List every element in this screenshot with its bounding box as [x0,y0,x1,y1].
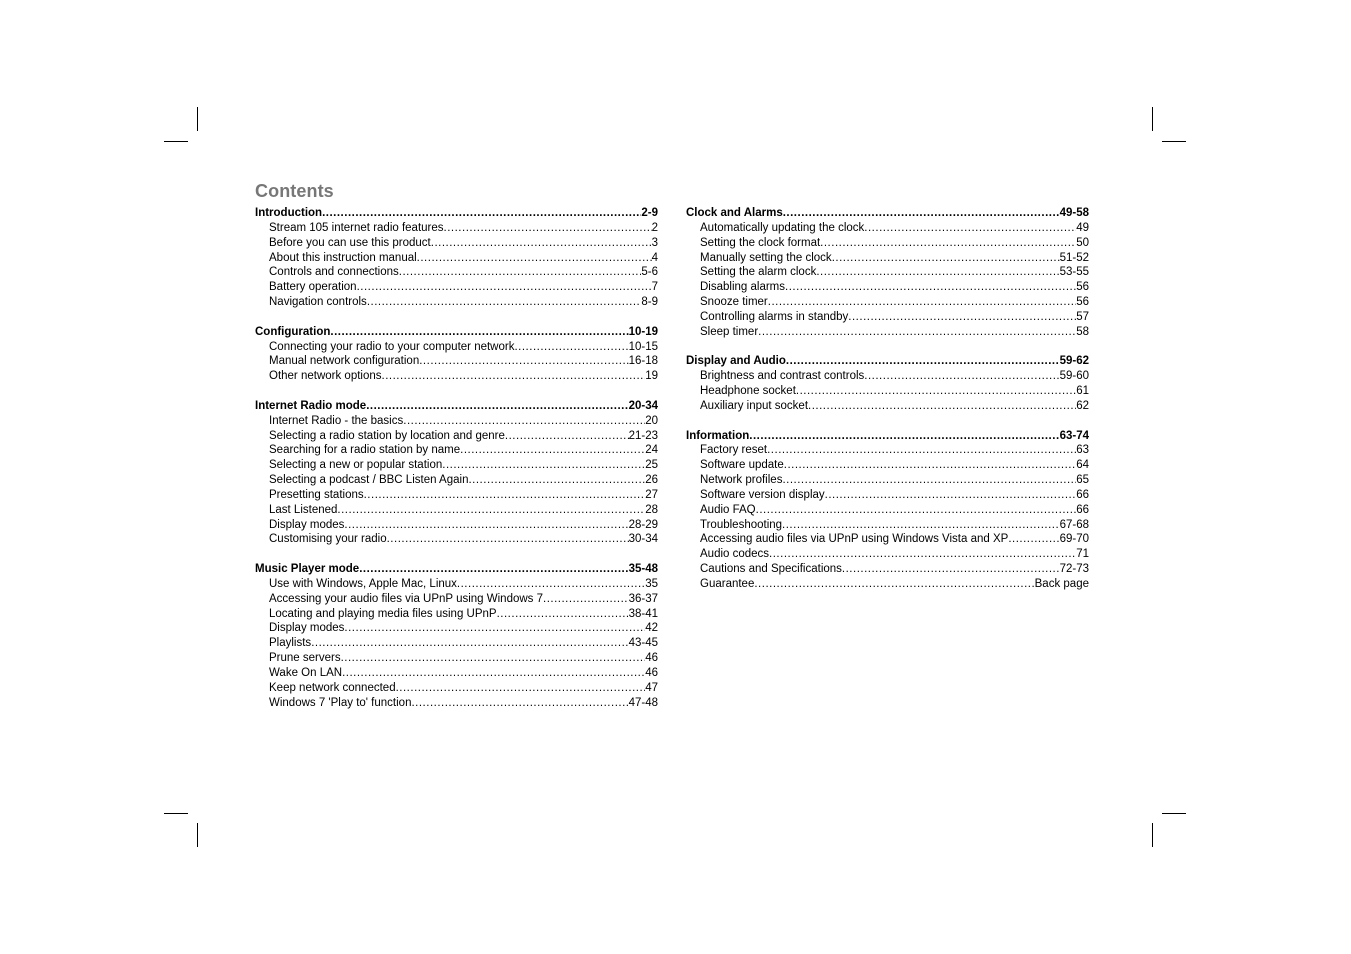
crop-mark-top-right-h [1162,141,1186,142]
toc-entry-guarantee[interactable] [686,577,1089,592]
toc-entry-label: About this instruction manual [269,251,417,264]
dot-leader [417,251,652,266]
toc-entry-pages: 20 [645,414,658,427]
toc-entry-setting-the-alarm-clock[interactable] [686,265,1089,280]
dot-leader [848,310,1076,325]
dot-leader [411,696,628,711]
dot-leader [754,577,1034,592]
toc-entry-pages: 62 [1076,399,1089,412]
toc-entry-pages: 36-37 [628,592,658,605]
toc-entry-label: Customising your radio [269,533,387,546]
toc-entry-pages: 56 [1076,296,1089,309]
toc-entry-pages: 71 [1076,548,1089,561]
toc-entry-pages: 59-60 [1059,370,1089,383]
toc-entry-pages: 35 [645,577,658,590]
dot-leader [749,429,1059,444]
toc-entry-label: Connecting your radio to your computer network [269,340,515,353]
dot-leader [864,369,1059,384]
dot-leader [782,473,1076,488]
toc-entry-software-version-display[interactable] [686,488,1089,503]
toc-entry-automatically-updating-the-clock[interactable] [686,221,1089,236]
toc-entry-pages: 26 [645,474,658,487]
toc-entry-label: Automatically updating the clock [700,221,865,234]
toc-entry-factory-reset[interactable] [686,443,1089,458]
toc-section-display-and-audio [686,354,1089,413]
toc-entry-cautions-and-specifications[interactable] [686,562,1089,577]
toc-heading-configuration[interactable] [255,325,658,340]
toc-entry-wake-on-lan[interactable] [255,666,658,681]
toc-heading-introduction[interactable] [255,206,658,221]
toc-entry-pages: 16-18 [628,355,658,368]
toc-entry-label: Guarantee [700,578,755,590]
dot-leader [399,265,642,280]
toc-entry-other-network-options[interactable] [255,369,658,384]
toc-entry-connecting-your-radio-to-your-computer-network[interactable] [255,340,658,355]
toc-entry-label: Searching for a radio station by name [269,444,461,457]
toc-heading-label: Internet Radio mode [255,399,367,412]
toc-entry-pages: 53-55 [1059,266,1089,279]
toc-entry-label: Cautions and Specifications [700,563,842,576]
toc-entry-label: Before you can use this product [269,236,431,249]
toc-left-column [255,206,658,725]
toc-entry-pages: 61 [1076,385,1089,398]
toc-entry-selecting-a-radio-station-by-location-and-genre[interactable] [255,429,658,444]
dot-leader [783,206,1060,221]
toc-entry-label: Selecting a new or popular station [269,459,443,472]
toc-entry-pages: 56 [1076,281,1089,294]
toc-entry-pages: 57 [1076,310,1089,323]
dot-leader [330,325,628,340]
crop-mark-bottom-right-v [1152,823,1153,847]
toc-section-introduction [255,206,658,310]
toc-entry-use-with-windows-apple-mac-linux[interactable] [255,577,658,592]
toc-heading-label: Configuration [255,325,331,338]
toc-entry-pages: 66 [1076,488,1089,501]
toc-entry-pages: 38-41 [628,607,658,620]
toc-entry-pages: 4 [651,251,658,264]
dot-leader [357,280,652,295]
toc-entry-manually-setting-the-clock[interactable] [686,251,1089,266]
toc-entry-pages: Back page [1034,578,1089,590]
toc-right-column [686,206,1089,607]
dot-leader [1008,532,1059,547]
toc-entry-display-modes[interactable] [255,518,658,533]
toc-entry-keep-network-connected[interactable] [255,681,658,696]
dot-leader [816,265,1059,280]
toc-entry-label: Software update [700,459,784,472]
toc-section-clock-and-alarms [686,206,1089,340]
dot-leader [784,458,1076,473]
dot-leader [543,592,629,607]
dot-leader [311,636,628,651]
toc-entry-label: Locating and playing media files using UPnP [269,607,497,620]
dot-leader [431,236,652,251]
toc-entry-pages: 49 [1076,221,1089,234]
toc-heading-pages: 10-19 [628,325,658,338]
crop-mark-top-right-v [1152,107,1153,131]
toc-entry-pages: 24 [645,444,658,457]
toc-entry-manual-network-configuration[interactable] [255,354,658,369]
toc-entry-label: Presetting stations [269,488,364,501]
toc-entry-label: Other network options [269,370,382,383]
dot-leader [344,621,645,636]
toc-entry-label: Audio codecs [700,548,770,561]
toc-entry-stream-105-internet-radio-features[interactable] [255,221,658,236]
toc-entry-headphone-socket[interactable] [686,384,1089,399]
toc-entry-label: Accessing audio files via UPnP using Windows Vista and XP [700,533,1009,546]
toc-entry-software-update[interactable] [686,458,1089,473]
toc-entry-label: Brightness and contrast controls [700,370,865,383]
toc-entry-selecting-a-podcast-bbc-listen-again[interactable] [255,473,658,488]
toc-entry-navigation-controls[interactable] [255,295,658,310]
toc-entry-sleep-timer[interactable] [686,325,1089,340]
toc-entry-label: Controlling alarms in standby [700,310,849,323]
toc-heading-internet-radio-mode[interactable] [255,399,658,414]
dot-leader [364,488,646,503]
toc-entry-label: Battery operation [269,281,357,294]
dot-leader [758,325,1076,340]
toc-entry-pages: 67-68 [1059,518,1089,531]
toc-entry-troubleshooting[interactable] [686,518,1089,533]
toc-entry-pages: 72-73 [1059,563,1089,576]
crop-mark-bottom-left-h [164,813,188,814]
toc-entry-label: Selecting a radio station by location and genre [269,429,505,442]
toc-entry-label: Controls and connections [269,266,399,279]
dot-leader [387,532,629,547]
toc-entry-label: Setting the clock format [700,236,821,249]
dot-leader [782,518,1060,533]
toc-entry-pages: 28 [645,503,658,516]
dot-leader [808,399,1076,414]
toc-entry-label: Wake On LAN [269,667,343,680]
toc-entry-audio-codecs[interactable] [686,547,1089,562]
toc-entry-controlling-alarms-in-standby[interactable] [686,310,1089,325]
toc-entry-display-modes[interactable] [255,621,658,636]
toc-entry-pages: 46 [645,652,658,665]
toc-entry-pages: 5-6 [641,266,658,279]
toc-entry-locating-and-playing-media-files-using-upnp[interactable] [255,607,658,622]
toc-entry-prune-servers[interactable] [255,651,658,666]
crop-mark-top-left-h [164,141,188,142]
dot-leader [344,518,628,533]
crop-mark-bottom-right-h [1162,813,1186,814]
dot-leader [767,443,1076,458]
toc-entry-label: Windows 7 'Play to' function [269,696,412,709]
toc-entry-pages: 50 [1076,236,1089,249]
toc-heading-music-player-mode[interactable] [255,562,658,577]
dot-leader [341,651,646,666]
dot-leader [382,369,646,384]
dot-leader [514,340,628,355]
toc-entry-pages: 28-29 [628,518,658,531]
toc-entry-label: Headphone socket [700,385,796,398]
toc-heading-label: Information [686,429,750,442]
toc-entry-pages: 7 [651,281,658,294]
toc-entry-pages: 65 [1076,474,1089,487]
toc-entry-pages: 42 [645,622,658,635]
toc-entry-battery-operation[interactable] [255,280,658,295]
dot-leader [796,384,1076,399]
toc-entry-label: Keep network connected [269,681,396,694]
toc-entry-pages: 51-52 [1059,251,1089,264]
toc-entry-pages: 30-34 [628,533,658,546]
toc-entry-label: Factory reset [700,444,768,457]
toc-entry-pages: 63 [1076,444,1089,457]
dot-leader [832,251,1060,266]
toc-heading-display-and-audio[interactable] [686,354,1089,369]
toc-entry-pages: 8-9 [641,296,658,309]
toc-entry-selecting-a-new-or-popular-station[interactable] [255,458,658,473]
toc-entry-pages: 66 [1076,503,1089,516]
toc-entry-label: Manual network configuration [269,355,420,368]
toc-entry-label: Troubleshooting [700,518,783,531]
toc-heading-pages: 59-62 [1059,355,1089,368]
dot-leader [756,503,1077,518]
toc-entry-label: Accessing your audio files via UPnP using Windows 7 [269,592,544,605]
toc-entry-pages: 47 [645,681,658,694]
toc-entry-last-listened[interactable] [255,503,658,518]
dot-leader [322,206,641,221]
toc-heading-clock-and-alarms[interactable] [686,206,1089,221]
dot-leader [419,354,628,369]
toc-entry-brightness-and-contrast-controls[interactable] [686,369,1089,384]
toc-entry-disabling-alarms[interactable] [686,280,1089,295]
toc-entry-label: Auxiliary input socket [700,399,809,412]
toc-entry-label: Sleep timer [700,325,759,338]
dot-leader [396,681,646,696]
dot-leader [842,562,1060,577]
toc-entry-controls-and-connections[interactable] [255,265,658,280]
toc-entry-internet-radio-the-basics[interactable] [255,414,658,429]
toc-entry-pages: 46 [645,667,658,680]
toc-entry-label: Playlists [269,637,312,650]
toc-section-music-player-mode [255,562,658,710]
toc-entry-pages: 47-48 [628,696,658,709]
dot-leader [497,607,629,622]
toc-heading-label: Clock and Alarms [686,207,783,219]
toc-entry-label: Selecting a podcast / BBC Listen Again [269,474,469,487]
toc-heading-pages: 63-74 [1059,429,1089,442]
dot-leader [460,443,645,458]
toc-section-internet-radio-mode [255,399,658,547]
dot-leader [367,295,642,310]
toc-heading-pages: 2-9 [641,207,658,219]
dot-leader [444,221,652,236]
dot-leader [825,488,1077,503]
toc-section-configuration [255,325,658,384]
toc-entry-label: Manually setting the clock [700,251,832,264]
toc-entry-snooze-timer[interactable] [686,295,1089,310]
toc-entry-pages: 3 [651,236,658,249]
dot-leader [337,503,645,518]
dot-leader [785,280,1076,295]
toc-entry-playlists[interactable] [255,636,658,651]
toc-entry-audio-faq[interactable] [686,503,1089,518]
toc-heading-pages: 35-48 [628,563,658,576]
toc-heading-pages: 49-58 [1059,207,1089,219]
dot-leader [864,221,1076,236]
page-title: Contents [255,181,334,201]
toc-entry-pages: 43-45 [628,637,658,650]
toc-entry-windows-7-play-to-function[interactable] [255,696,658,711]
toc-entry-label: Network profiles [700,474,783,487]
dot-leader [403,414,645,429]
crop-mark-bottom-left-v [197,823,198,847]
toc-entry-accessing-your-audio-files-via-upnp-using-windows-7[interactable] [255,592,658,607]
toc-heading-label: Music Player mode [255,563,360,576]
toc-heading-label: Introduction [255,207,323,219]
toc-heading-label: Display and Audio [686,355,786,368]
toc-entry-pages: 64 [1076,459,1089,472]
toc-entry-label: Stream 105 internet radio features [269,221,444,234]
toc-heading-information[interactable] [686,429,1089,444]
toc-entry-pages: 27 [645,488,658,501]
toc-entry-pages: 21-23 [628,429,658,442]
crop-mark-top-left-v [197,107,198,131]
toc-entry-auxiliary-input-socket[interactable] [686,399,1089,414]
toc-entry-label: Internet Radio - the basics [269,414,404,427]
dot-leader [820,236,1076,251]
dot-leader [786,354,1060,369]
dot-leader [359,562,628,577]
toc-entry-label: Last Listened [269,503,338,516]
toc-entry-searching-for-a-radio-station-by-name[interactable] [255,443,658,458]
dot-leader [342,666,645,681]
toc-entry-before-you-can-use-this-product[interactable] [255,236,658,251]
dot-leader [768,295,1076,310]
toc-entry-label: Snooze timer [700,296,768,309]
toc-entry-label: Navigation controls [269,296,367,309]
toc-entry-label: Use with Windows, Apple Mac, Linux [269,577,457,590]
toc-entry-label: Disabling alarms [700,281,786,294]
toc-entry-label: Software version display [700,488,825,501]
dot-leader [457,577,645,592]
toc-entry-customising-your-radio[interactable] [255,532,658,547]
toc-entry-label: Display modes [269,622,345,635]
toc-entry-label: Setting the alarm clock [700,266,817,279]
toc-entry-pages: 25 [645,459,658,472]
dot-leader [505,429,629,444]
toc-section-information [686,429,1089,592]
toc-entry-pages: 2 [651,221,658,234]
dot-leader [468,473,645,488]
toc-entry-label: Prune servers [269,652,341,665]
toc-entry-label: Display modes [269,518,345,531]
toc-entry-setting-the-clock-format[interactable] [686,236,1089,251]
toc-entry-pages: 10-15 [628,340,658,353]
toc-entry-accessing-audio-files-via-upnp-using-windows-vista-and-xp[interactable] [686,532,1089,547]
toc-entry-network-profiles[interactable] [686,473,1089,488]
toc-entry-pages: 69-70 [1059,533,1089,546]
dot-leader [442,458,645,473]
dot-leader [366,399,628,414]
toc-entry-pages: 58 [1076,325,1089,338]
toc-entry-presetting-stations[interactable] [255,488,658,503]
toc-entry-label: Audio FAQ [700,503,756,516]
dot-leader [769,547,1076,562]
toc-heading-pages: 20-34 [628,399,658,412]
toc-entry-pages: 19 [645,370,658,383]
toc-entry-about-this-instruction-manual[interactable] [255,251,658,266]
